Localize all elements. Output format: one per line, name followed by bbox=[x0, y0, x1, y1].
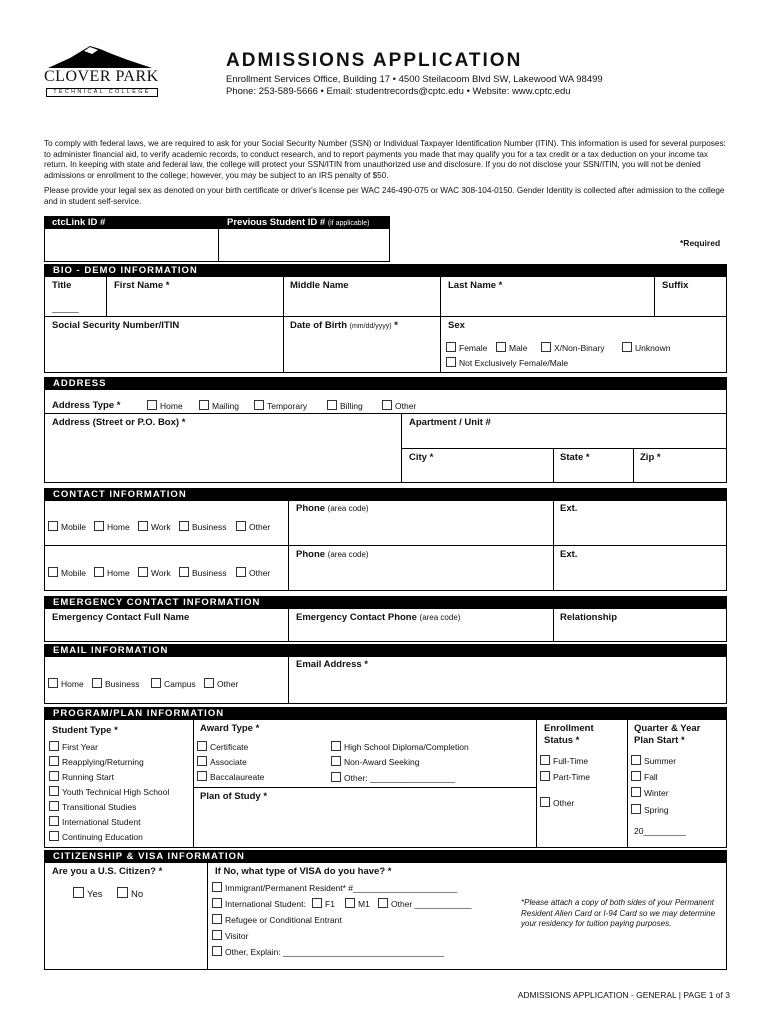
ctclink-label: ctcLink ID # bbox=[52, 217, 106, 228]
emergency-phone-label: Emergency Contact Phone (area code) bbox=[296, 612, 461, 623]
phone1-type-business[interactable]: Business bbox=[179, 521, 227, 532]
citizenship-header: CITIZENSHIP & VISA INFORMATION bbox=[44, 850, 727, 863]
checkbox[interactable] bbox=[197, 741, 207, 751]
email-type-campus[interactable]: Campus bbox=[151, 678, 196, 689]
first-name-label: First Name * bbox=[114, 280, 170, 291]
logo-subtitle: TECHNICAL COLLEGE bbox=[46, 88, 158, 97]
last-name-label: Last Name * bbox=[448, 280, 503, 291]
phone2-type-other[interactable]: Other bbox=[236, 567, 270, 578]
address-type-home[interactable]: Home bbox=[147, 400, 183, 411]
student-type-youth-technical[interactable]: Youth Technical High School bbox=[49, 786, 169, 797]
bio-header: BIO - DEMO INFORMATION bbox=[44, 264, 727, 277]
sex-x[interactable]: X/Non-Binary bbox=[541, 342, 605, 353]
enroll-other[interactable]: Other bbox=[540, 797, 574, 808]
checkbox[interactable] bbox=[212, 898, 222, 908]
address-header: ADDRESS bbox=[44, 377, 727, 390]
phone2-type-business[interactable]: Business bbox=[179, 567, 227, 578]
phone2-type-mobile[interactable]: Mobile bbox=[48, 567, 86, 578]
quarter-spring[interactable]: Spring bbox=[631, 804, 669, 815]
phone2-type-home[interactable]: Home bbox=[94, 567, 130, 578]
address-type-billing[interactable]: Billing bbox=[327, 400, 363, 411]
phone1-type-work[interactable]: Work bbox=[138, 521, 171, 532]
email-label: Email Address * bbox=[296, 659, 368, 670]
checkbox[interactable] bbox=[197, 756, 207, 766]
residency-note: *Please attach a copy of both sides of your Permanent Resident Alien Card or I-94 Card so we may determine your residency for tuition paying purposes. bbox=[521, 898, 716, 928]
ssn-notice: To comply with federal laws, we are required to ask for your Social Security Number (SSN) or Individual Taxpayer Identification Number (ITIN). This information is used for several purposes: to administer financial aid, to verify academic records, to conduct research, and to report payments you made that may qualify you for a tax credit or a tax deduction on your income tax return. In keeping with state and federal law, the college will protect your SSN/ITIN from unauthorized use and disclosure. If you do not disclose your SSN/ITIN, you will not be denied admissions or enrollment to the college; however, you may be subject to an IRS penalty of $50. bbox=[44, 139, 726, 180]
office-contact: Phone: 253-589-5666 • Email: studentrecords@cptc.edu • Website: www.cptc.edu bbox=[226, 86, 571, 97]
checkbox[interactable] bbox=[631, 804, 641, 814]
relationship-label: Relationship bbox=[560, 612, 618, 623]
visa-f1[interactable]: F1 bbox=[312, 898, 335, 909]
enroll-part-time[interactable]: Part-Time bbox=[540, 771, 590, 782]
checkbox[interactable] bbox=[49, 831, 59, 841]
dob-label: Date of Birth (mm/dd/yyyy) * bbox=[290, 320, 398, 331]
previous-id-label: Previous Student ID # (if applicable) bbox=[227, 217, 370, 228]
award-hs-diploma[interactable]: High School Diploma/Completion bbox=[331, 741, 469, 752]
checkbox[interactable] bbox=[540, 771, 550, 781]
quarter-fall[interactable]: Fall bbox=[631, 771, 658, 782]
page-footer: ADMISSIONS APPLICATION - GENERAL | PAGE 1 of 3 bbox=[517, 990, 730, 1000]
student-type-continuing[interactable]: Continuing Education bbox=[49, 831, 143, 842]
email-type-home[interactable]: Home bbox=[48, 678, 84, 689]
checkbox[interactable] bbox=[179, 567, 189, 577]
checkbox[interactable] bbox=[446, 342, 456, 352]
enrollment-label-2: Status * bbox=[544, 735, 580, 746]
college-logo bbox=[40, 44, 162, 102]
title-blank[interactable]: ______ bbox=[52, 304, 79, 313]
checkbox[interactable] bbox=[496, 342, 506, 352]
page-title: ADMISSIONS APPLICATION bbox=[226, 50, 523, 71]
email-header: EMAIL INFORMATION bbox=[44, 644, 727, 657]
title-label: Title bbox=[52, 280, 72, 291]
student-type-transitional[interactable]: Transitional Studies bbox=[49, 801, 136, 812]
logo-name: CLOVER PARK bbox=[44, 68, 159, 85]
checkbox[interactable] bbox=[138, 567, 148, 577]
student-type-running-start[interactable]: Running Start bbox=[49, 771, 114, 782]
checkbox[interactable] bbox=[541, 342, 551, 352]
checkbox[interactable] bbox=[254, 400, 264, 410]
phone1-type-other[interactable]: Other bbox=[236, 521, 270, 532]
checkbox[interactable] bbox=[49, 816, 59, 826]
legal-sex-notice: Please provide your legal sex as denoted on your birth certificate or driver's license per WAC 246-490-075 or WAC 308-104-0150. Gender Identity is collected after admission to the college and in student self-service. bbox=[44, 186, 725, 206]
checkbox[interactable] bbox=[204, 678, 214, 688]
visa-other[interactable]: Other ____________ bbox=[378, 898, 471, 909]
checkbox[interactable] bbox=[312, 898, 322, 908]
checkbox[interactable] bbox=[73, 887, 84, 898]
checkbox[interactable] bbox=[49, 801, 59, 811]
checkbox[interactable] bbox=[48, 521, 58, 531]
sex-female[interactable]: Female bbox=[446, 342, 487, 353]
address-type-mailing[interactable]: Mailing bbox=[199, 400, 239, 411]
award-certificate[interactable]: Certificate bbox=[197, 741, 248, 752]
visa-international-student[interactable]: International Student: bbox=[212, 898, 306, 909]
office-address: Enrollment Services Office, Building 17 • 4500 Steilacoom Blvd SW, Lakewood WA 98499 bbox=[226, 74, 603, 85]
checkbox[interactable] bbox=[94, 521, 104, 531]
award-non-award[interactable]: Non-Award Seeking bbox=[331, 756, 419, 767]
checkbox[interactable] bbox=[138, 521, 148, 531]
visa-visitor[interactable]: Visitor bbox=[212, 930, 248, 941]
ext2-label: Ext. bbox=[560, 549, 578, 560]
enroll-full-time[interactable]: Full-Time bbox=[540, 755, 588, 766]
checkbox[interactable] bbox=[236, 567, 246, 577]
address-type-label: Address Type * bbox=[52, 400, 121, 411]
student-type-label: Student Type * bbox=[52, 725, 118, 736]
checkbox[interactable] bbox=[331, 756, 341, 766]
checkbox[interactable] bbox=[151, 678, 161, 688]
checkbox[interactable] bbox=[540, 797, 550, 807]
checkbox[interactable] bbox=[92, 678, 102, 688]
checkbox[interactable] bbox=[49, 756, 59, 766]
phone2-label: Phone (area code) bbox=[296, 549, 369, 560]
checkbox[interactable] bbox=[631, 787, 641, 797]
ssn-label: Social Security Number/ITIN bbox=[52, 320, 180, 331]
checkbox[interactable] bbox=[49, 786, 59, 796]
email-type-business[interactable]: Business bbox=[92, 678, 140, 689]
checkbox[interactable] bbox=[631, 755, 641, 765]
enrollment-label: Enrollment bbox=[544, 723, 594, 734]
checkbox[interactable] bbox=[212, 914, 222, 924]
checkbox[interactable] bbox=[48, 678, 58, 688]
contact-header: CONTACT INFORMATION bbox=[44, 488, 727, 501]
sex-male[interactable]: Male bbox=[496, 342, 527, 353]
plan-year-field[interactable]: 20_________ bbox=[634, 826, 687, 836]
suffix-label: Suffix bbox=[662, 280, 689, 291]
visa-question: If No, what type of VISA do you have? * bbox=[215, 866, 392, 877]
address-type-other[interactable]: Other bbox=[382, 400, 416, 411]
zip-label: Zip * bbox=[640, 452, 661, 463]
state-label: State * bbox=[560, 452, 590, 463]
ctclink-input[interactable] bbox=[44, 229, 218, 261]
apartment-label: Apartment / Unit # bbox=[409, 417, 491, 428]
visa-refugee[interactable]: Refugee or Conditional Entrant bbox=[212, 914, 342, 925]
checkbox[interactable] bbox=[331, 741, 341, 751]
checkbox[interactable] bbox=[212, 882, 222, 892]
sex-not-exclusively[interactable]: Not Exclusively Female/Male bbox=[446, 357, 568, 368]
email-section bbox=[44, 657, 727, 704]
checkbox[interactable] bbox=[378, 898, 388, 908]
checkbox[interactable] bbox=[446, 357, 456, 367]
student-type-first-year[interactable]: First Year bbox=[49, 741, 98, 752]
student-type-reapplying[interactable]: Reapplying/Returning bbox=[49, 756, 144, 767]
emergency-name-label: Emergency Contact Full Name bbox=[52, 612, 190, 623]
award-type-label: Award Type * bbox=[200, 723, 260, 734]
award-baccalaureate[interactable]: Baccalaureate bbox=[197, 771, 264, 782]
quarter-label: Quarter & Year bbox=[634, 723, 701, 734]
checkbox[interactable] bbox=[48, 567, 58, 577]
checkbox[interactable] bbox=[212, 946, 222, 956]
checkbox[interactable] bbox=[631, 771, 641, 781]
checkbox[interactable] bbox=[540, 755, 550, 765]
visa-other-explain[interactable]: Other, Explain: __________________________________ bbox=[212, 946, 444, 957]
checkbox[interactable] bbox=[331, 772, 341, 782]
student-type-international[interactable]: International Student bbox=[49, 816, 140, 827]
required-note: *Required bbox=[680, 238, 721, 248]
sex-unknown[interactable]: Unknown bbox=[622, 342, 670, 353]
award-associate[interactable]: Associate bbox=[197, 756, 247, 767]
middle-name-label: Middle Name bbox=[290, 280, 349, 291]
plan-of-study-label: Plan of Study * bbox=[200, 791, 268, 802]
checkbox[interactable] bbox=[197, 771, 207, 781]
visa-immigrant[interactable]: Immigrant/Permanent Resident* #______________________ bbox=[212, 882, 457, 893]
program-section bbox=[44, 720, 727, 848]
city-label: City * bbox=[409, 452, 434, 463]
citizen-no[interactable]: No bbox=[117, 887, 143, 900]
checkbox[interactable] bbox=[382, 400, 392, 410]
checkbox[interactable] bbox=[622, 342, 632, 352]
checkbox[interactable] bbox=[49, 741, 59, 751]
street-label: Address (Street or P.O. Box) * bbox=[52, 417, 186, 428]
checkbox[interactable] bbox=[327, 400, 337, 410]
checkbox[interactable] bbox=[179, 521, 189, 531]
phone1-label: Phone (area code) bbox=[296, 503, 369, 514]
checkbox[interactable] bbox=[49, 771, 59, 781]
program-header: PROGRAM/PLAN INFORMATION bbox=[44, 707, 727, 720]
sex-label: Sex bbox=[448, 320, 465, 331]
citizen-question: Are you a U.S. Citizen? * bbox=[52, 866, 163, 877]
checkbox[interactable] bbox=[212, 930, 222, 940]
previous-id-input[interactable] bbox=[219, 229, 389, 261]
checkbox[interactable] bbox=[117, 887, 128, 898]
ext1-label: Ext. bbox=[560, 503, 578, 514]
quarter-label-2: Plan Start * bbox=[634, 735, 685, 746]
emergency-header: EMERGENCY CONTACT INFORMATION bbox=[44, 596, 727, 609]
visa-m1[interactable]: M1 bbox=[345, 898, 370, 909]
quarter-winter[interactable]: Winter bbox=[631, 787, 669, 798]
quarter-summer[interactable]: Summer bbox=[631, 755, 676, 766]
address-type-temporary[interactable]: Temporary bbox=[254, 400, 307, 411]
checkbox[interactable] bbox=[199, 400, 209, 410]
phone2-type-work[interactable]: Work bbox=[138, 567, 171, 578]
phone1-type-home[interactable]: Home bbox=[94, 521, 130, 532]
checkbox[interactable] bbox=[236, 521, 246, 531]
checkbox[interactable] bbox=[345, 898, 355, 908]
citizen-yes[interactable]: Yes bbox=[73, 887, 103, 900]
phone1-type-mobile[interactable]: Mobile bbox=[48, 521, 86, 532]
award-other[interactable]: Other: __________________ bbox=[331, 772, 455, 783]
checkbox[interactable] bbox=[94, 567, 104, 577]
email-type-other[interactable]: Other bbox=[204, 678, 238, 689]
checkbox[interactable] bbox=[147, 400, 157, 410]
